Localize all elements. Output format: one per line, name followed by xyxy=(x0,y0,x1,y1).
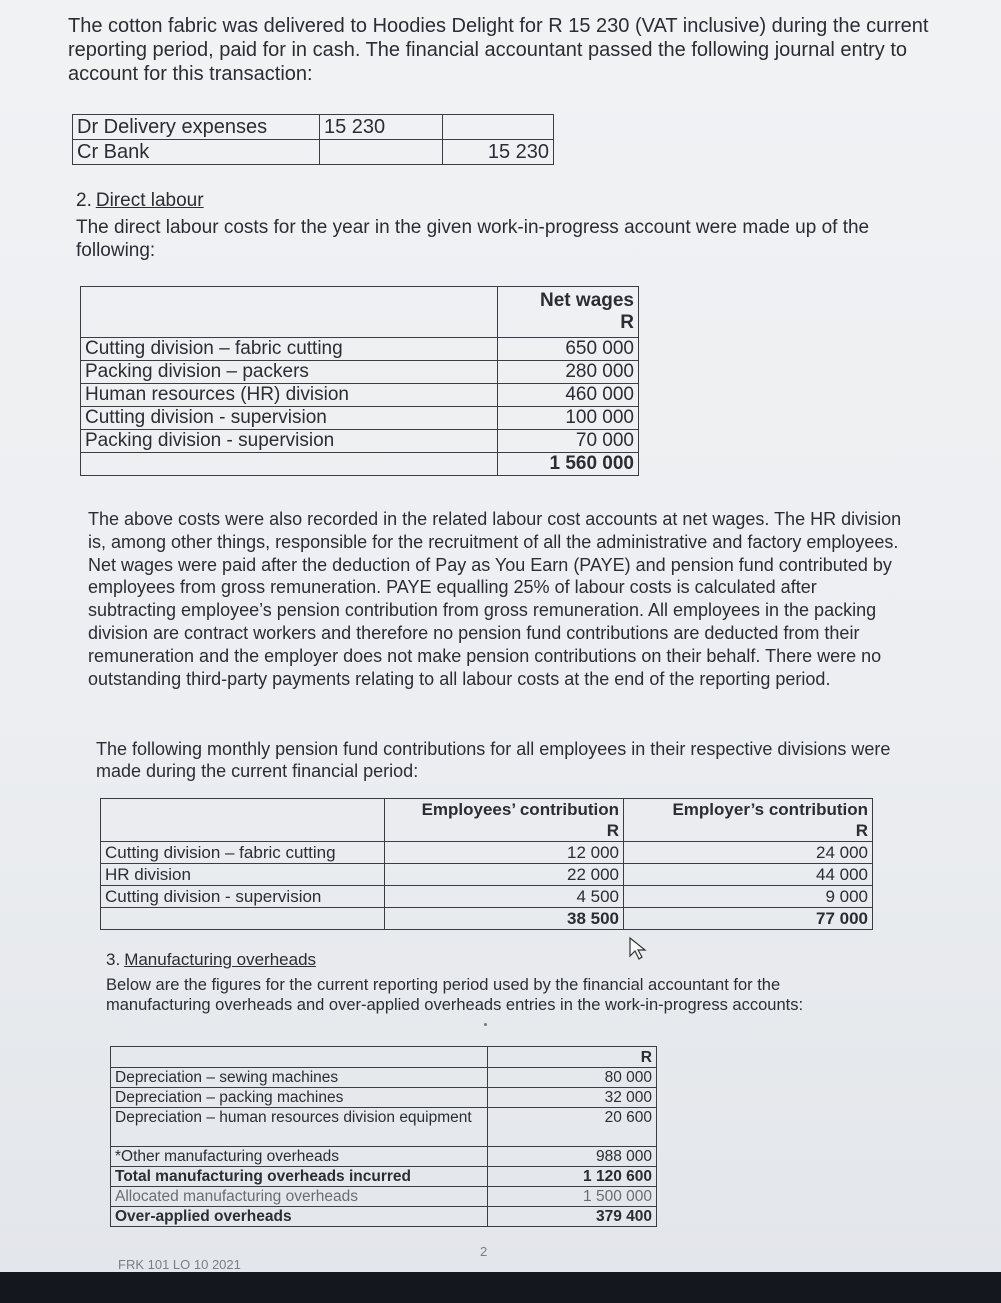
journal-credit: 15 230 xyxy=(443,140,554,165)
table-row xyxy=(101,864,873,886)
employer-value: 44 000 xyxy=(624,864,873,886)
journal-credit xyxy=(443,115,554,140)
table-row xyxy=(81,384,639,407)
section-title: Direct labour xyxy=(95,190,204,211)
total-label-blank xyxy=(101,908,385,930)
row-value: 379 400 xyxy=(488,1207,657,1227)
net-wages-header xyxy=(498,287,639,338)
row-label: Cutting division - supervision xyxy=(101,886,385,908)
section-2-heading xyxy=(76,190,204,212)
speck xyxy=(484,1023,487,1026)
employer-contribution-title: Employer’s contribution xyxy=(672,800,868,819)
row-value: 1 500 000 xyxy=(488,1187,657,1207)
employee-contribution-header xyxy=(385,799,624,842)
row-label: HR division xyxy=(101,864,385,886)
currency-unit: R xyxy=(620,312,634,333)
employer-value: 24 000 xyxy=(624,842,873,864)
intro-paragraph: The cotton fabric was delivered to Hoodies Delight for R 15 230 (VAT inclusive) during the current reporting period, paid for in cash. The financial accountant passed the following journal entry to account for this transaction: xyxy=(68,15,929,85)
table-row xyxy=(111,1088,657,1108)
row-value: 988 000 xyxy=(488,1147,657,1167)
row-label: Cutting division – fabric cutting xyxy=(101,842,385,864)
table-row xyxy=(81,430,639,453)
table-row xyxy=(81,361,639,384)
row-label: Depreciation – sewing machines xyxy=(111,1068,488,1088)
row-value: 70 000 xyxy=(498,430,639,453)
pension-contributions-table xyxy=(100,798,873,930)
row-label: Depreciation – packing machines xyxy=(111,1088,488,1108)
table-row xyxy=(101,886,873,908)
row-value: 32 000 xyxy=(488,1088,657,1108)
total-row xyxy=(81,453,639,476)
header-blank xyxy=(111,1047,488,1068)
employee-value: 12 000 xyxy=(385,842,624,864)
employee-total: 38 500 xyxy=(385,908,624,930)
row-value: 20 600 xyxy=(488,1108,657,1147)
section-3-text: Below are the figures for the current reporting period used by the financial accountant for the manufacturing overheads and over-applied overheads entries in the work-in-progress accounts: xyxy=(106,976,804,1014)
table-row xyxy=(111,1167,657,1187)
table-row xyxy=(81,338,639,361)
row-label: Depreciation – human resources division equipment xyxy=(111,1108,488,1147)
currency-unit: R xyxy=(606,821,619,840)
total-row xyxy=(101,908,873,930)
table-row xyxy=(111,1108,657,1147)
header-blank xyxy=(101,799,385,842)
table-row xyxy=(73,140,554,165)
employee-contribution-title: Employees’ contribution xyxy=(421,800,619,819)
table-header-row xyxy=(81,287,639,338)
row-value: 650 000 xyxy=(498,338,639,361)
table-header-row xyxy=(111,1047,657,1068)
row-label: Human resources (HR) division xyxy=(81,384,498,407)
table-row xyxy=(101,842,873,864)
section-number: 2. xyxy=(76,190,92,211)
row-value: 280 000 xyxy=(498,361,639,384)
table-row xyxy=(81,407,639,430)
row-label: Allocated manufacturing overheads xyxy=(111,1187,488,1207)
net-wages-table xyxy=(80,286,639,476)
employer-total: 77 000 xyxy=(624,908,873,930)
employee-value: 4 500 xyxy=(385,886,624,908)
total-label-blank xyxy=(81,453,498,476)
currency-unit: R xyxy=(855,821,868,840)
mouse-cursor-icon xyxy=(628,936,650,962)
labour-explanation: The above costs were also recorded in the related labour cost accounts at net wages. The HR division is, among other things, responsible for the recruitment of all the administrative and factory employees. Net wages were paid after the deduction of Pay as You Earn (PAYE) and pension fund contributed by employees from gross remuneration. PAYE equalling 25% of labour costs is calculated after subtracting employee’s pension contribution from gross remuneration. All employees in the packing division are contract workers and therefore no pension fund contributions are deducted from their remuneration and the employer does not make pension contributions on their behalf. There were no outstanding third-party payments relating to all labour costs at the end of the reporting period. xyxy=(88,509,902,689)
row-label: Cutting division - supervision xyxy=(81,407,498,430)
row-label: Over-applied overheads xyxy=(111,1207,488,1227)
screen-bezel xyxy=(0,1272,1001,1303)
journal-label: Dr Delivery expenses xyxy=(73,115,320,140)
section-3-heading xyxy=(106,950,316,970)
journal-entry-table xyxy=(72,114,554,165)
journal-debit xyxy=(320,140,443,165)
document-code: FRK 101 LO 10 2021 xyxy=(118,1257,241,1272)
employee-value: 22 000 xyxy=(385,864,624,886)
net-wages-title: Net wages xyxy=(540,290,634,311)
row-label: Packing division - supervision xyxy=(81,430,498,453)
journal-label: Cr Bank xyxy=(73,140,320,165)
employer-value: 9 000 xyxy=(624,886,873,908)
header-blank xyxy=(81,287,498,338)
table-row xyxy=(111,1187,657,1207)
row-label: Cutting division – fabric cutting xyxy=(81,338,498,361)
table-row xyxy=(111,1207,657,1227)
net-wages-total: 1 560 000 xyxy=(498,453,639,476)
table-header-row xyxy=(101,799,873,842)
section-number: 3. xyxy=(106,950,121,969)
section-2-text: The direct labour costs for the year in the given work-in-progress account were made up of the following: xyxy=(76,217,870,261)
pension-intro: The following monthly pension fund contributions for all employees in their respective divisions were made during the current financial period: xyxy=(96,739,891,781)
journal-debit: 15 230 xyxy=(320,115,443,140)
row-value: 460 000 xyxy=(498,384,639,407)
row-value: 1 120 600 xyxy=(488,1167,657,1187)
row-label: *Other manufacturing overheads xyxy=(111,1147,488,1167)
currency-unit: R xyxy=(488,1047,657,1068)
section-title: Manufacturing overheads xyxy=(124,950,317,969)
row-value: 100 000 xyxy=(498,407,639,430)
row-label: Packing division – packers xyxy=(81,361,498,384)
table-row xyxy=(73,115,554,140)
page-number: 2 xyxy=(480,1244,488,1259)
table-row xyxy=(111,1147,657,1167)
employer-contribution-header xyxy=(624,799,873,842)
manufacturing-overheads-table xyxy=(110,1046,657,1227)
row-label: Total manufacturing overheads incurred xyxy=(111,1167,488,1187)
table-row xyxy=(111,1068,657,1088)
row-value: 80 000 xyxy=(488,1068,657,1088)
